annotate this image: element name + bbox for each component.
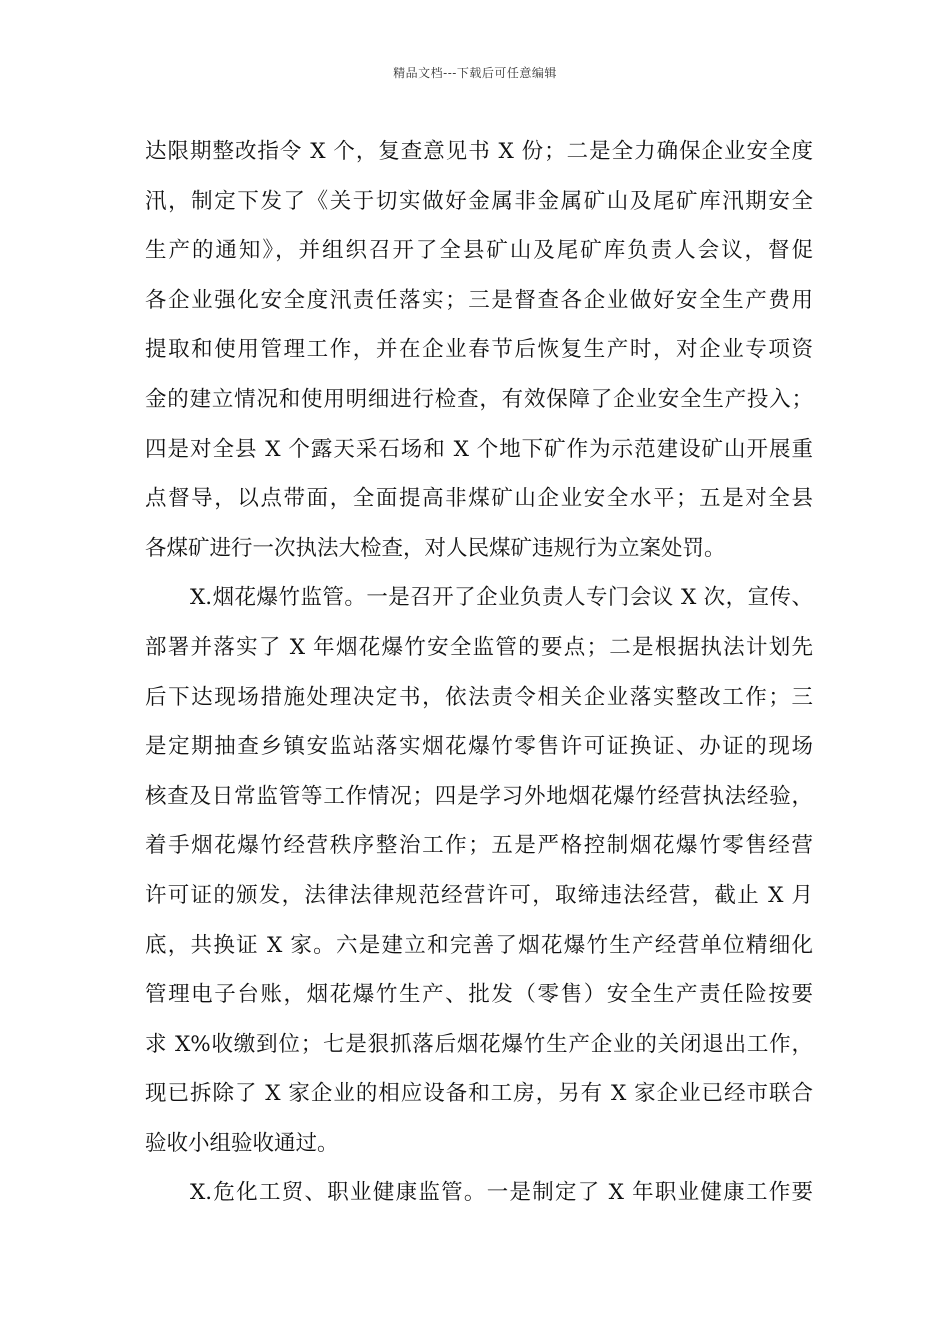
text-line: 各煤矿进行一次执法大检查，对人民煤矿违规行为立案处罚。	[145, 535, 726, 561]
page-header: 精品文档---下载后可任意编辑	[393, 66, 557, 80]
text-line: 是定期抽查乡镇安监站落实烟花爆竹零售许可证换证、办证的现场	[145, 734, 813, 760]
paragraph-hazardous-chemicals	[145, 1173, 813, 1223]
text-line: 管理电子台账，烟花爆竹生产、批发（零售）安全生产责任险按要	[145, 982, 813, 1008]
paragraph-fireworks-supervision	[145, 578, 813, 1173]
text-line: 汛，制定下发了《关于切实做好金属非金属矿山及尾矿库汛期安全	[145, 188, 813, 214]
text-line: 提取和使用管理工作，并在企业春节后恢复生产时，对企业专项资	[145, 337, 813, 363]
text-line: 验收小组验收通过。	[145, 1130, 339, 1156]
text-line: 底，共换证 X 家。六是建立和完善了烟花爆竹生产经营单位精细化	[145, 932, 813, 958]
text-line: 金的建立情况和使用明细进行检查，有效保障了企业安全生产投入；	[145, 386, 813, 412]
text-line: 点督导，以点带面，全面提高非煤矿山企业安全水平；五是对全县	[145, 486, 813, 512]
text-line: 求 X%收缴到位；七是狠抓落后烟花爆竹生产企业的关闭退出工作，	[145, 1031, 813, 1057]
text-line: 许可证的颁发，法律法律规范经营许可，取缔违法经营，截止 X 月	[145, 882, 813, 908]
text-line: 核查及日常监管等工作情况；四是学习外地烟花爆竹经营执法经验，	[145, 783, 813, 809]
text-line: 部署并落实了 X 年烟花爆竹安全监管的要点；二是根据执法计划先	[145, 634, 813, 660]
text-line: 四是对全县 X 个露天采石场和 X 个地下矿作为示范建设矿山开展重	[145, 436, 813, 462]
text-line: 达限期整改指令 X 个，复查意见书 X 份；二是全力确保企业安全度	[145, 139, 813, 164]
text-line: 各企业强化安全度汛责任落实；三是督查各企业做好安全生产费用	[145, 287, 813, 313]
text-line: X.烟花爆竹监管。一是召开了企业负责人专门会议 X 次，宣传、	[190, 585, 813, 611]
text-line: 生产的通知》，并组织召开了全县矿山及尾矿库负责人会议，督促	[145, 238, 813, 264]
text-line: 现已拆除了 X 家企业的相应设备和工房，另有 X 家企业已经市联合	[145, 1081, 813, 1107]
text-line: X.危化工贸、职业健康监管。一是制定了 X 年职业健康工作要	[190, 1180, 813, 1206]
paragraph-mine-safety	[145, 132, 813, 578]
document-body	[145, 132, 813, 1223]
text-line: 着手烟花爆竹经营秩序整治工作；五是严格控制烟花爆竹零售经营	[145, 833, 813, 859]
text-line: 后下达现场措施处理决定书，依法责令相关企业落实整改工作；三	[145, 684, 813, 710]
